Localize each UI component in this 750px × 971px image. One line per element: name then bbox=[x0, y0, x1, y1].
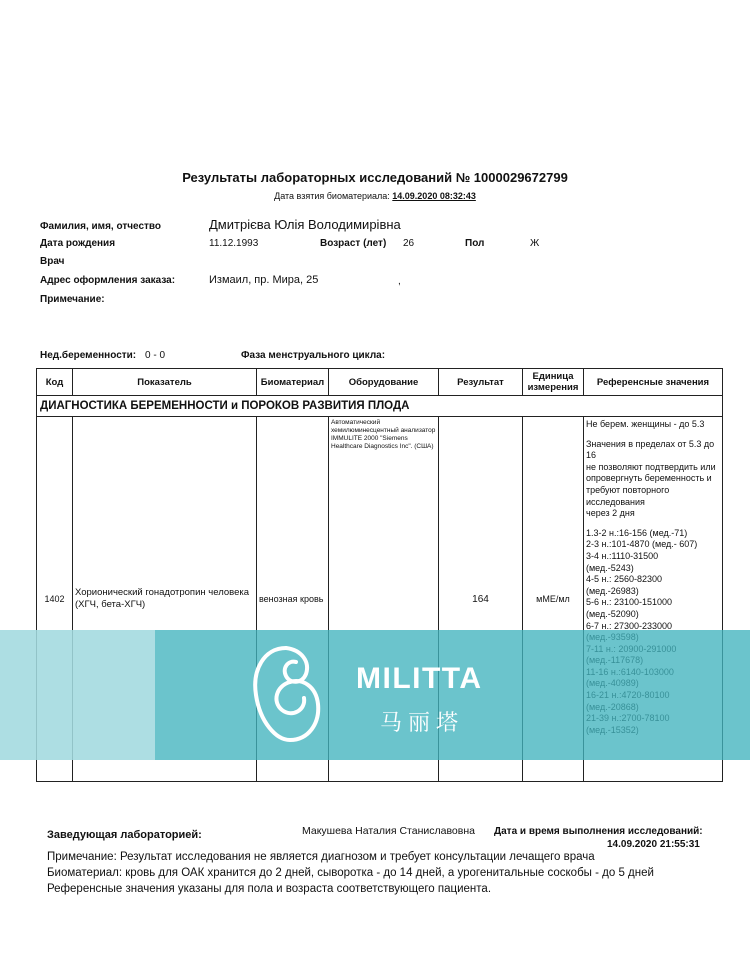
ref-line: 2-3 н.:101-4870 (мед.- 607) bbox=[586, 539, 698, 550]
dob-label: Дата рождения bbox=[40, 238, 116, 249]
col-header-indicator: Показатель bbox=[73, 369, 257, 396]
ref-line: Значения в пределах от 5.3 до 16 bbox=[586, 438, 715, 461]
watermark-brand: MILITTA bbox=[356, 662, 483, 695]
address-tail: , bbox=[398, 276, 401, 287]
col-header-result: Результат bbox=[439, 369, 523, 396]
pregnancy-weeks-label: Нед.беременности: bbox=[40, 350, 137, 361]
col-header-code: Код bbox=[37, 369, 73, 396]
col-header-unit: Единица измерения bbox=[523, 369, 584, 396]
age-label: Возраст (лет) bbox=[320, 238, 387, 249]
note-label: Примечание: bbox=[40, 294, 105, 305]
footer-note-1: Примечание: Результат исследования не является диагнозом и требует консультации лечащего врача bbox=[47, 851, 595, 863]
row-code: 1402 bbox=[37, 417, 73, 782]
col-header-biomaterial: Биоматериал bbox=[257, 369, 329, 396]
ref-line: не позволяют подтвердить или bbox=[586, 461, 716, 472]
watermark-brand-cn: 马丽塔 bbox=[380, 711, 465, 736]
sex-label: Пол bbox=[465, 238, 485, 249]
ref-line: 3-4 н.:1110-31500 bbox=[586, 550, 659, 561]
row-result: 164 bbox=[439, 417, 523, 782]
ref-line: (мед.-5243) bbox=[586, 562, 634, 573]
ref-line: опровергнуть беременность и bbox=[586, 473, 712, 484]
footer-note-2: Биоматериал: кровь для ОАК хранится до 2 дней, сыворотка - до 14 дней, а урогенитальные соскобы - до 5 дней bbox=[47, 867, 654, 879]
table-header-row bbox=[37, 369, 723, 396]
row-unit: мМЕ/мл bbox=[523, 417, 584, 782]
patient-name: Дмитрієва Юлія Володимирівна bbox=[209, 217, 401, 232]
report-title: Результаты лабораторных исследований № 1000029672799 bbox=[182, 170, 568, 185]
completed-label: Дата и время выполнения исследований: bbox=[494, 826, 703, 837]
sample-date-value: 14.09.2020 08:32:43 bbox=[392, 191, 476, 201]
cycle-phase-label: Фаза менструального цикла: bbox=[241, 350, 386, 361]
sample-date-label: Дата взятия биоматериала: bbox=[274, 191, 390, 201]
row-indicator: Хорионический гонадотропин человека (ХГЧ, бета-ХГЧ) bbox=[73, 417, 257, 782]
ref-line: (мед.-26983) bbox=[586, 585, 639, 596]
section-title: ДИАГНОСТИКА БЕРЕМЕННОСТИ и ПОРОКОВ РАЗВИТИЯ ПЛОДА bbox=[37, 396, 723, 417]
footer-note-3: Референсные значения указаны для пола и возраста соответствующего пациента. bbox=[47, 883, 492, 895]
row-biomaterial: венозная кровь bbox=[257, 417, 329, 782]
ref-line: 6-7 н.: 27300-233000 bbox=[586, 620, 673, 631]
col-header-references: Референсные значения bbox=[584, 369, 723, 396]
watermark-banner-edge bbox=[0, 630, 155, 760]
head-name: Макушева Наталия Станиславовна bbox=[302, 825, 475, 837]
row-equipment: Автоматический хемилюминесцентный анализатор IMMULITE 2000 "Siemens Healthcare Diagnostics Inc". (США) bbox=[329, 417, 439, 782]
col-header-equipment: Оборудование bbox=[329, 369, 439, 396]
militta-logo-icon bbox=[246, 640, 326, 750]
ref-line: 4-5 н.: 2560-82300 bbox=[586, 574, 663, 585]
ref-line: через 2 дня bbox=[586, 508, 635, 519]
pregnancy-weeks-value: 0 - 0 bbox=[145, 350, 166, 361]
ref-line: Не берем. женщины - до 5.3 bbox=[586, 419, 705, 429]
head-label: Заведующая лабораторией: bbox=[47, 829, 202, 841]
age-value: 26 bbox=[403, 238, 415, 249]
doctor-label: Врач bbox=[40, 256, 65, 267]
ref-line: (мед.-52090) bbox=[586, 608, 639, 619]
sample-date-line bbox=[0, 191, 750, 201]
dob-value: 11.12.1993 bbox=[209, 238, 259, 249]
address-value: Измаил, пр. Мира, 25 bbox=[209, 274, 319, 286]
address-label: Адрес оформления заказа: bbox=[40, 275, 176, 286]
ref-line: 5-6 н.: 23100-151000 bbox=[586, 597, 673, 608]
ref-line: 1.3-2 н.:16-156 (мед.-71) bbox=[586, 527, 688, 538]
sex-value: Ж bbox=[530, 238, 540, 249]
name-label: Фамилия, имя, отчество bbox=[40, 221, 162, 232]
section-row bbox=[37, 396, 723, 417]
completed-date: 14.09.2020 21:55:31 bbox=[607, 839, 700, 850]
ref-line: требуют повторного исследования bbox=[586, 484, 670, 507]
